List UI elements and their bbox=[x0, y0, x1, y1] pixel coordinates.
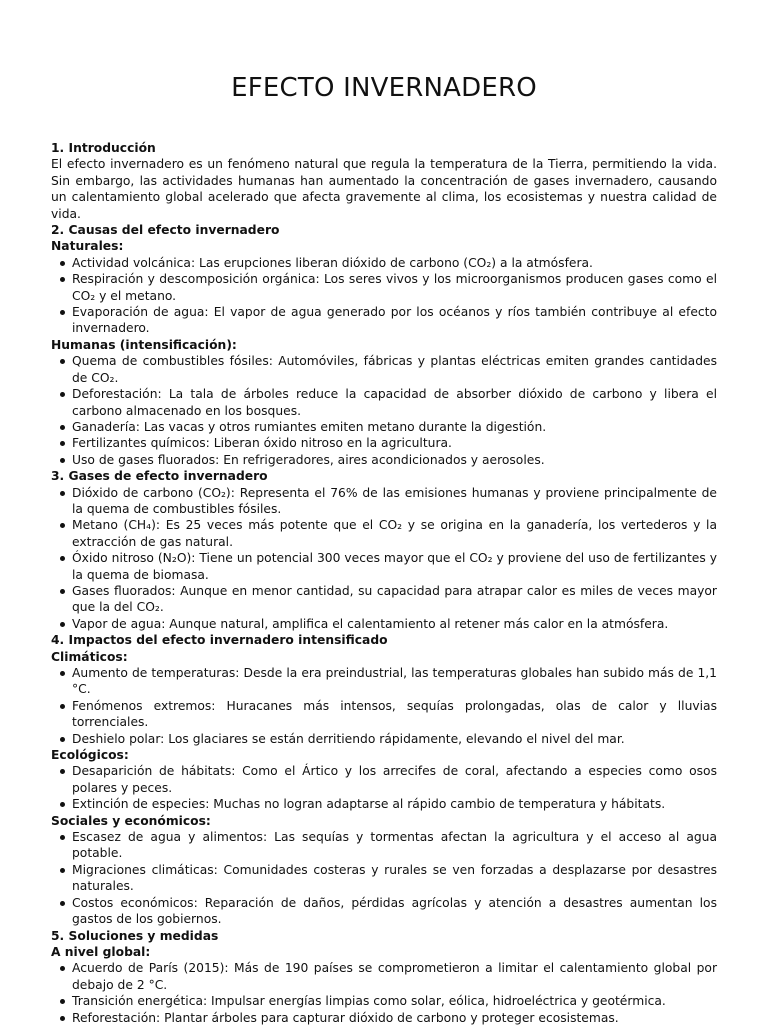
bullet-list bbox=[51, 485, 717, 633]
list-item: Metano (CH₄): Es 25 veces más potente que el CO₂ y se origina en la ganadería, los vertederos y la extracción de gas natural. bbox=[51, 517, 717, 550]
list-item: Desaparición de hábitats: Como el Ártico y los arrecifes de coral, afectando a especies como osos polares y peces. bbox=[51, 763, 717, 796]
list-item: Fenómenos extremos: Huracanes más intensos, sequías prolongadas, olas de calor y lluvias torrenciales. bbox=[51, 698, 717, 731]
list-item: Vapor de agua: Aunque natural, amplifica el calentamiento al retener más calor en la atmósfera. bbox=[51, 616, 717, 632]
subheading-naturales: Naturales: bbox=[51, 239, 124, 254]
subheading-humanas: Humanas (intensificación): bbox=[51, 337, 237, 352]
list-item: Aumento de temperaturas: Desde la era preindustrial, las temperaturas globales han subido más de 1,1 °C. bbox=[51, 665, 717, 698]
subheading-ecologicos: Ecológicos: bbox=[51, 748, 129, 763]
list-item: Evaporación de agua: El vapor de agua generado por los océanos y ríos también contribuye al efecto invernadero. bbox=[51, 304, 717, 337]
list-item: Quema de combustibles fósiles: Automóviles, fábricas y plantas eléctricas emiten grandes cantidades de CO₂. bbox=[51, 353, 717, 386]
bullet-list bbox=[51, 353, 717, 468]
list-item: Deforestación: La tala de árboles reduce la capacidad de absorber dióxido de carbono y libera el carbono almacenado en los bosques. bbox=[51, 386, 717, 419]
list-item: Óxido nitroso (N₂O): Tiene un potencial 300 veces mayor que el CO₂ y proviene del uso de fertilizantes y la quema de biomasa. bbox=[51, 550, 717, 583]
list-item: Ganadería: Las vacas y otros rumiantes emiten metano durante la digestión. bbox=[51, 419, 717, 435]
list-item: Respiración y descomposición orgánica: Los seres vivos y los microorganismos producen gases como el CO₂ y el metano. bbox=[51, 271, 717, 304]
bullet-list bbox=[51, 960, 717, 1026]
document-body bbox=[51, 140, 717, 1026]
section-impactos bbox=[51, 632, 717, 927]
list-item: Migraciones climáticas: Comunidades costeras y rurales se ven forzadas a desplazarse por desastres naturales. bbox=[51, 862, 717, 895]
list-item: Extinción de especies: Muchas no logran adaptarse al rápido cambio de temperatura y hábitats. bbox=[51, 796, 717, 812]
list-item: Fertilizantes químicos: Liberan óxido nitroso en la agricultura. bbox=[51, 435, 717, 451]
list-item: Actividad volcánica: Las erupciones liberan dióxido de carbono (CO₂) a la atmósfera. bbox=[51, 255, 717, 271]
section-heading: 4. Impactos del efecto invernadero intensificado bbox=[51, 633, 388, 648]
section-heading: 1. Introducción bbox=[51, 141, 156, 155]
list-item: Deshielo polar: Los glaciares se están derritiendo rápidamente, elevando el nivel del mar. bbox=[51, 731, 717, 747]
list-item: Uso de gases fluorados: En refrigeradores, aires acondicionados y aerosoles. bbox=[51, 452, 717, 468]
list-item: Escasez de agua y alimentos: Las sequías y tormentas afectan la agricultura y el acceso al agua potable. bbox=[51, 829, 717, 862]
bullet-list bbox=[51, 829, 717, 927]
section-soluciones bbox=[51, 928, 717, 1026]
bullet-list bbox=[51, 763, 717, 812]
section-heading: 3. Gases de efecto invernadero bbox=[51, 469, 268, 484]
list-item: Gases fluorados: Aunque en menor cantidad, su capacidad para atrapar calor es miles de veces mayor que la del CO₂. bbox=[51, 583, 717, 616]
list-item: Costos económicos: Reparación de daños, pérdidas agrícolas y atención a desastres aumentan los gastos de los gobiernos. bbox=[51, 895, 717, 928]
section-causas bbox=[51, 222, 717, 468]
document-title: EFECTO INVERNADERO bbox=[231, 73, 537, 103]
bullet-list bbox=[51, 665, 717, 747]
list-item: Acuerdo de París (2015): Más de 190 países se comprometieron a limitar el calentamiento global por debajo de 2 °C. bbox=[51, 960, 717, 993]
section-heading: 2. Causas del efecto invernadero bbox=[51, 223, 280, 238]
list-item: Dióxido de carbono (CO₂): Representa el 76% de las emisiones humanas y proviene principalmente de la quema de combustibles fósiles. bbox=[51, 485, 717, 518]
section-paragraph: El efecto invernadero es un fenómeno natural que regula la temperatura de la Tierra, permitiendo la vida. Sin embargo, las actividades humanas han aumentado la concentración de gases invernadero, causando un calentamiento global acelerado que afecta gravemente al clima, los ecosistemas y nuestra calidad de vida. bbox=[51, 157, 717, 221]
section-gases bbox=[51, 468, 717, 632]
bullet-list bbox=[51, 255, 717, 337]
subheading-climaticos: Climáticos: bbox=[51, 649, 128, 664]
subheading-global: A nivel global: bbox=[51, 944, 151, 959]
subheading-sociales: Sociales y económicos: bbox=[51, 813, 211, 828]
section-introduccion bbox=[51, 140, 717, 222]
list-item: Transición energética: Impulsar energías limpias como solar, eólica, hidroeléctrica y geotérmica. bbox=[51, 993, 717, 1009]
list-item: Reforestación: Plantar árboles para capturar dióxido de carbono y proteger ecosistemas. bbox=[51, 1010, 717, 1026]
section-heading: 5. Soluciones y medidas bbox=[51, 928, 219, 943]
